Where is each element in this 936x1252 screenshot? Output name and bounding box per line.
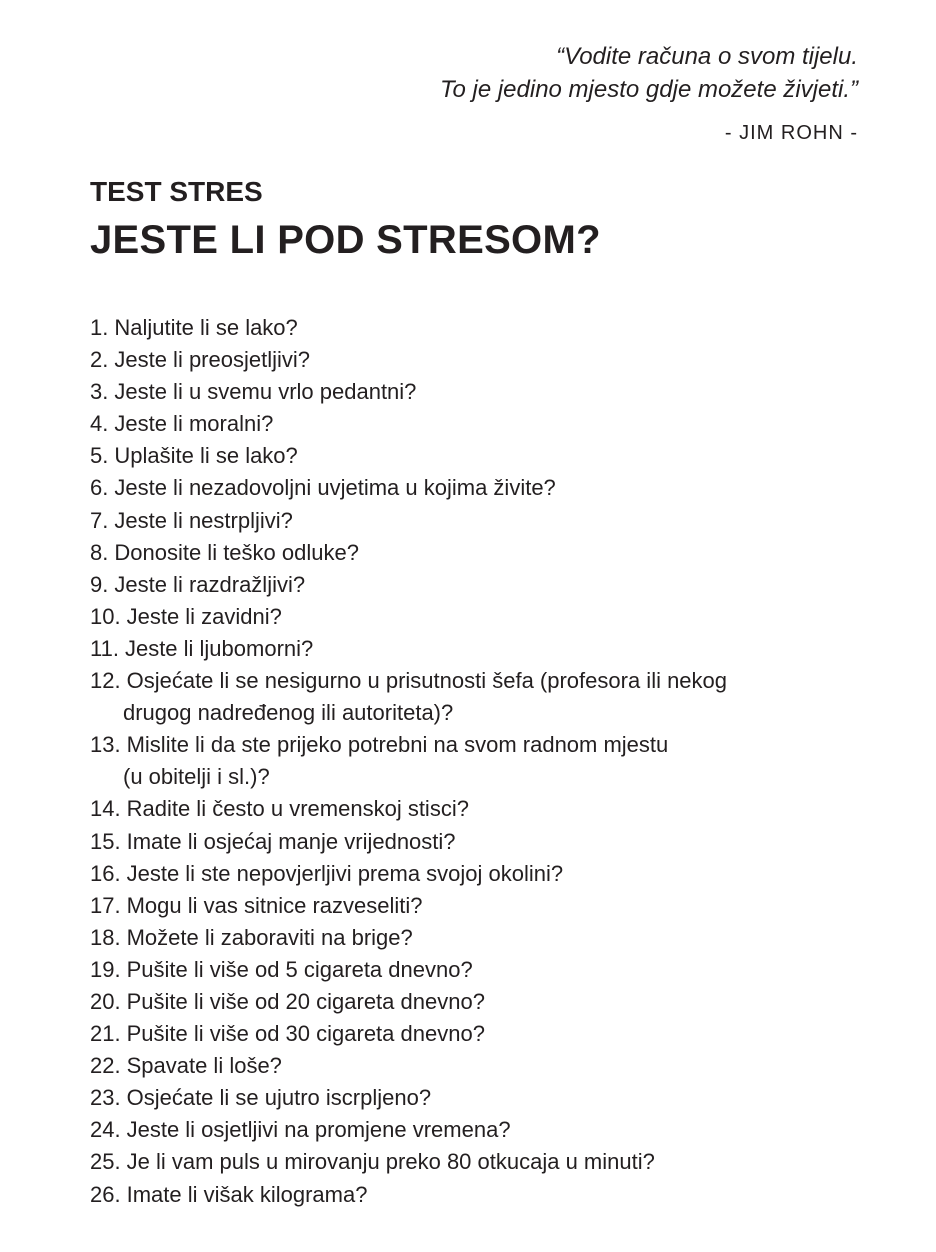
question-text: Jeste li osjetljivi na promjene vremena?: [126, 1117, 511, 1143]
question-item: [90, 922, 870, 954]
question-text-continued: (u obitelji i sl.)?: [123, 764, 270, 790]
question-number: 26.: [90, 1181, 121, 1207]
question-number: 16.: [90, 860, 121, 886]
section-kicker: TEST STRES: [90, 176, 263, 207]
question-text: Pušite li više od 5 cigareta dnevno?: [126, 956, 473, 982]
question-item: [90, 376, 870, 408]
question-number: 13.: [90, 732, 121, 758]
question-text: Radite li često u vremenskoj stisci?: [126, 796, 469, 822]
question-number: 19.: [90, 956, 121, 982]
question-item: [90, 1082, 870, 1114]
question-number: 5.: [90, 443, 109, 469]
question-text: Jeste li nestrpljivi?: [114, 507, 293, 533]
question-item: [90, 440, 870, 472]
quote-line-1: “Vodite računa o svom tijelu.: [556, 43, 858, 70]
question-text: Osjećate li se ujutro iscrpljeno?: [126, 1085, 432, 1111]
question-number: 10.: [90, 603, 121, 629]
question-number: 3.: [90, 379, 109, 405]
question-item: [90, 1050, 870, 1082]
question-item: [90, 344, 870, 376]
question-text: Donosite li teško odluke?: [114, 539, 359, 565]
question-number: 25.: [90, 1149, 121, 1175]
question-text: Jeste li preosjetljivi?: [114, 347, 310, 373]
question-item: [90, 826, 870, 858]
question-number: 14.: [90, 796, 121, 822]
question-text: Imate li osjećaj manje vrijednosti?: [126, 828, 456, 854]
question-item: [90, 890, 870, 922]
question-item: [90, 505, 870, 537]
quote-block: [440, 40, 858, 106]
question-number: 11.: [90, 635, 119, 661]
question-text-continued: drugog nadređenog ili autoriteta)?: [123, 700, 454, 726]
question-number: 4.: [90, 411, 109, 437]
question-item: [90, 729, 870, 793]
question-item: [90, 986, 870, 1018]
question-number: 2.: [90, 347, 109, 373]
question-text: Pušite li više od 30 cigareta dnevno?: [126, 1021, 485, 1047]
question-text: Jeste li zavidni?: [126, 603, 282, 629]
question-number: 20.: [90, 988, 121, 1014]
question-number: 7.: [90, 507, 109, 533]
question-number: 1.: [90, 315, 109, 340]
page-title: JESTE LI POD STRESOM?: [90, 218, 601, 262]
question-number: 21.: [90, 1021, 121, 1047]
question-item: [90, 1114, 870, 1146]
question-item: [90, 954, 870, 986]
question-item: [90, 633, 870, 665]
question-text: Osjećate li se nesigurno u prisutnosti šefa (profesora ili nekog: [126, 668, 728, 694]
question-item: [90, 858, 870, 890]
question-number: 6.: [90, 475, 109, 501]
question-text: Mislite li da ste prijeko potrebni na svom radnom mjestu: [126, 732, 669, 758]
question-number: 17.: [90, 892, 121, 918]
question-text: Naljutite li se lako?: [114, 315, 298, 340]
question-item: [90, 472, 870, 504]
question-text: Jeste li moralni?: [114, 411, 274, 437]
question-item: [90, 569, 870, 601]
quote-line-2: To je jedino mjesto gdje možete živjeti.”: [440, 76, 858, 103]
question-item: [90, 312, 870, 344]
question-item: [90, 601, 870, 633]
question-item: [90, 1018, 870, 1050]
question-item: [90, 408, 870, 440]
question-number: 15.: [90, 828, 121, 854]
question-item: [90, 793, 870, 825]
question-number: 18.: [90, 924, 121, 950]
question-text: Mogu li vas sitnice razveseliti?: [126, 892, 423, 918]
question-number: 12.: [90, 668, 121, 694]
question-number: 22.: [90, 1053, 121, 1079]
question-text: Jeste li ste nepovjerljivi prema svojoj okolini?: [126, 860, 564, 886]
quote-author: - JIM ROHN -: [724, 122, 858, 144]
question-item: [90, 665, 870, 729]
question-number: 23.: [90, 1085, 121, 1111]
question-text: Spavate li loše?: [126, 1053, 282, 1079]
question-text: Uplašite li se lako?: [114, 443, 298, 469]
question-number: 8.: [90, 539, 109, 565]
question-list: [90, 312, 870, 1211]
question-text: Jeste li u svemu vrlo pedantni?: [114, 379, 417, 405]
question-item: [90, 537, 870, 569]
question-number: 24.: [90, 1117, 121, 1143]
question-text: Je li vam puls u mirovanju preko 80 otkucaja u minuti?: [126, 1149, 655, 1175]
question-text: Jeste li razdražljivi?: [114, 571, 306, 597]
question-item: [90, 1179, 870, 1211]
question-text: Imate li višak kilograma?: [126, 1181, 368, 1207]
question-text: Jeste li nezadovoljni uvjetima u kojima živite?: [114, 475, 556, 501]
question-text: Jeste li ljubomorni?: [124, 635, 314, 661]
question-number: 9.: [90, 571, 109, 597]
question-text: Možete li zaboraviti na brige?: [126, 924, 413, 950]
question-item: [90, 1146, 870, 1178]
question-text: Pušite li više od 20 cigareta dnevno?: [126, 988, 485, 1014]
